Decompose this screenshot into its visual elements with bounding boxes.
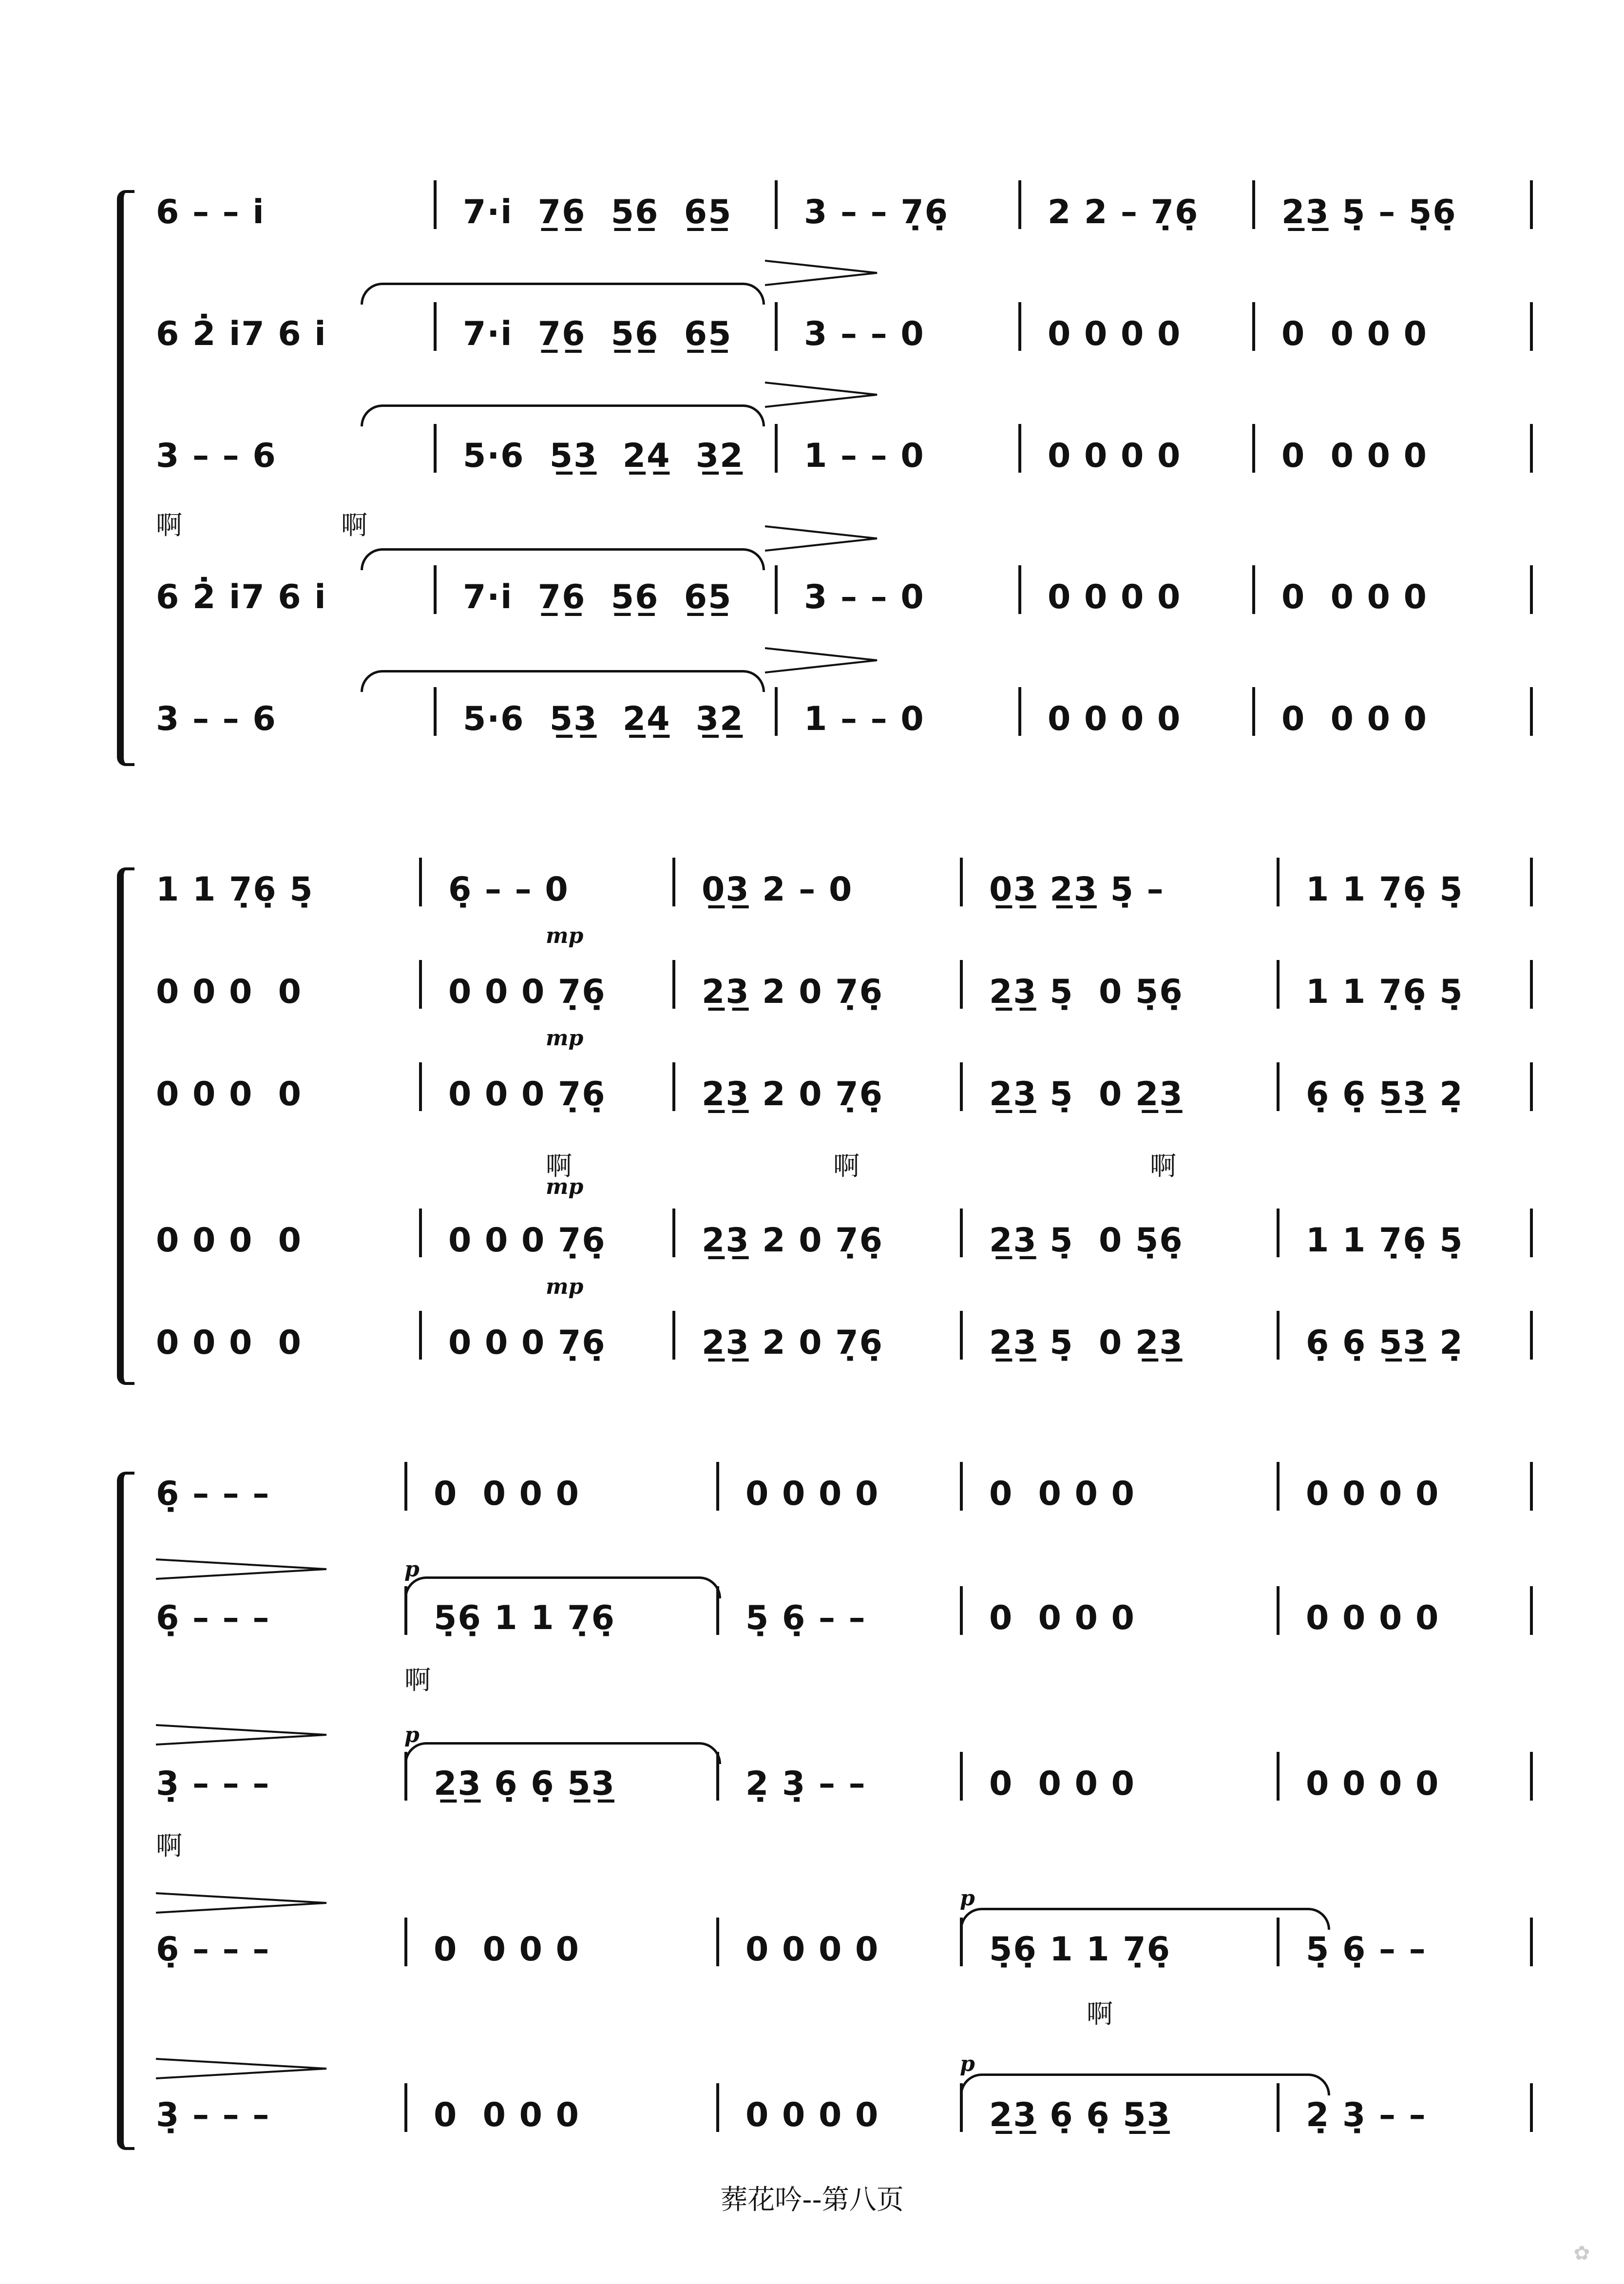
lyric: 啊 bbox=[1087, 1998, 1113, 2029]
measure: 3̣ – – – bbox=[156, 1764, 270, 1803]
measure: 1 – – 0 bbox=[804, 436, 925, 475]
measure: 6̣ – – – bbox=[156, 1474, 270, 1513]
barline bbox=[1530, 1462, 1533, 1511]
measure: 0 0 0 0 bbox=[989, 1598, 1135, 1637]
barline bbox=[1277, 1918, 1280, 1966]
measure: 5·6 5̲3̲ 2̲4̲ 3̲2̲ bbox=[463, 436, 744, 475]
barline bbox=[419, 858, 422, 906]
measure: 6̣ 6̣ 5̲3̲ 2̣ bbox=[1306, 1075, 1464, 1113]
barline bbox=[1277, 1062, 1280, 1111]
measure: 2̣ 3̣ – – bbox=[745, 1764, 866, 1803]
barline bbox=[404, 1918, 407, 1966]
barline bbox=[960, 1918, 963, 1966]
decrescendo-hairpin bbox=[156, 1723, 331, 1747]
barline bbox=[1530, 1752, 1533, 1801]
barline bbox=[1018, 565, 1021, 614]
measure: 2̲3̲ 2 0 7̣6̣ bbox=[702, 972, 883, 1011]
barline bbox=[1277, 1752, 1280, 1801]
measure: 6 2̇ i̇7 6 i̇ bbox=[156, 314, 327, 353]
barline bbox=[1252, 424, 1255, 473]
barline bbox=[1530, 687, 1533, 736]
barline bbox=[960, 1752, 963, 1801]
barline bbox=[1530, 858, 1533, 906]
barline bbox=[1252, 687, 1255, 736]
barline bbox=[1530, 1062, 1533, 1111]
phrase-slur bbox=[361, 404, 765, 426]
measure: 6̣ – – – bbox=[156, 1598, 270, 1637]
measure: 2̲3̲ 5̣ – 5̣6̣ bbox=[1281, 192, 1457, 231]
dynamic-mark: p bbox=[960, 1886, 975, 1911]
measure: 0 0 0 0 bbox=[1306, 1474, 1440, 1513]
lyric: 啊 bbox=[156, 510, 182, 540]
measure: 0 0 0 7̣6̣ bbox=[448, 1075, 606, 1113]
barline bbox=[1252, 302, 1255, 351]
measure: 3 – – 0 bbox=[804, 314, 925, 353]
measure: 1 1 7̣6̣ 5̣ bbox=[1306, 972, 1464, 1011]
barline bbox=[1018, 687, 1021, 736]
measure: 5·6 5̲3̲ 2̲4̲ 3̲2̲ bbox=[463, 699, 744, 738]
barline bbox=[1277, 858, 1280, 906]
barline bbox=[716, 1586, 719, 1635]
measure: 1 1 7̣6̣ 5̣ bbox=[1306, 1221, 1464, 1260]
barline bbox=[960, 1311, 963, 1360]
barline bbox=[1530, 1209, 1533, 1257]
measure: 0 0 0 7̣6̣ bbox=[448, 972, 606, 1011]
phrase-slur bbox=[361, 670, 765, 692]
barline bbox=[672, 960, 675, 1009]
measure: 6̣ 6̣ 5̲3̲ 2̣ bbox=[1306, 1323, 1464, 1362]
measure: 2̲3̲ 5̣ 0 5̣6̣ bbox=[989, 1221, 1184, 1260]
barline bbox=[1530, 1918, 1533, 1966]
barline bbox=[1018, 180, 1021, 229]
barline bbox=[434, 180, 437, 229]
measure: 0 0 0 0 bbox=[1281, 314, 1428, 353]
decrescendo-hairpin bbox=[765, 524, 882, 553]
phrase-slur bbox=[361, 283, 765, 305]
measure: 2̲3̲ 2 0 7̣6̣ bbox=[702, 1075, 883, 1113]
barline bbox=[775, 180, 778, 229]
barline bbox=[775, 302, 778, 351]
measure: 0 0 0 0 bbox=[1048, 314, 1182, 353]
barline bbox=[1530, 302, 1533, 351]
barline bbox=[1530, 565, 1533, 614]
measure: 0 0 0 0 bbox=[1048, 699, 1182, 738]
measure: 2̲3̲ 5̣ 0 5̣6̣ bbox=[989, 972, 1184, 1011]
measure: 0 0 0 0 bbox=[156, 972, 302, 1011]
measure: 0 0 0 0 bbox=[745, 2095, 879, 2134]
barline bbox=[1530, 180, 1533, 229]
barline bbox=[434, 302, 437, 351]
barline bbox=[419, 960, 422, 1009]
barline bbox=[1277, 2083, 1280, 2132]
barline bbox=[1530, 424, 1533, 473]
barline bbox=[1277, 960, 1280, 1009]
dynamic-mark: p bbox=[404, 1723, 420, 1747]
measure: 5̣6̣ 1 1 7̣6̣ bbox=[989, 1930, 1171, 1969]
measure: 0̲3̲ 2 – 0 bbox=[702, 870, 853, 909]
barline bbox=[672, 1062, 675, 1111]
phrase-slur bbox=[361, 548, 765, 570]
barline bbox=[1277, 1311, 1280, 1360]
barline bbox=[419, 1209, 422, 1257]
barline bbox=[672, 858, 675, 906]
dynamic-mark: p bbox=[404, 1557, 420, 1582]
watermark-icon: ✿ bbox=[1573, 2242, 1590, 2265]
measure: 7·i̇ 7̲6̲ 5̲6̲ 6̲5̲ bbox=[463, 314, 732, 353]
measure: 0 0 0 7̣6̣ bbox=[448, 1221, 606, 1260]
measure: 0 0 0 0 bbox=[1048, 436, 1182, 475]
measure: 0 0 0 0 bbox=[156, 1323, 302, 1362]
dynamic-mark: mp bbox=[546, 923, 584, 948]
phrase-slur bbox=[404, 1576, 721, 1598]
barline bbox=[960, 1062, 963, 1111]
barline bbox=[1277, 1209, 1280, 1257]
barline bbox=[1530, 1311, 1533, 1360]
barline bbox=[419, 1311, 422, 1360]
decrescendo-hairpin bbox=[156, 2056, 331, 2081]
measure: 0 0 0 0 bbox=[1306, 1764, 1440, 1803]
measure: 0 0 0 7̣6̣ bbox=[448, 1323, 606, 1362]
barline bbox=[672, 1209, 675, 1257]
measure: 5̣ 6̣ – – bbox=[1306, 1930, 1427, 1969]
measure: 2̲3̲ 6̣ 6̣ 5̲3̲ bbox=[989, 2095, 1171, 2134]
measure: 0 0 0 0 bbox=[745, 1474, 879, 1513]
lyric: 啊 bbox=[404, 1665, 431, 1695]
measure: 0 0 0 0 bbox=[434, 1930, 580, 1969]
measure: 0 0 0 0 bbox=[1048, 577, 1182, 616]
measure: 5̣ 6̣ – – bbox=[745, 1598, 866, 1637]
measure: 2̣ 3̣ – – bbox=[1306, 2095, 1427, 2134]
measure: 0 0 0 0 bbox=[1281, 577, 1428, 616]
measure: 2̲3̲ 2 0 7̣6̣ bbox=[702, 1221, 883, 1260]
measure: 2̲3̲ 5̣ 0 2̲3̲ bbox=[989, 1075, 1184, 1113]
decrescendo-hairpin bbox=[765, 380, 882, 409]
measure: 5̣6̣ 1 1 7̣6̣ bbox=[434, 1598, 615, 1637]
barline bbox=[1252, 565, 1255, 614]
measure: 1 1 7̣6̣ 5̣ bbox=[1306, 870, 1464, 909]
measure: 0 0 0 0 bbox=[156, 1075, 302, 1113]
measure: 3 – – 6 bbox=[156, 436, 277, 475]
measure: 0 0 0 0 bbox=[989, 1474, 1135, 1513]
measure: 6 – – i̇ bbox=[156, 192, 265, 231]
measure: 3 – – 0 bbox=[804, 577, 925, 616]
barline bbox=[960, 1209, 963, 1257]
measure: 6 2̇ i̇7 6 i̇ bbox=[156, 577, 327, 616]
barline bbox=[419, 1062, 422, 1111]
barline bbox=[1018, 302, 1021, 351]
measure: 0 0 0 0 bbox=[434, 1474, 580, 1513]
decrescendo-hairpin bbox=[156, 1557, 331, 1581]
barline bbox=[404, 1462, 407, 1511]
measure: 0 0 0 0 bbox=[989, 1764, 1135, 1803]
barline bbox=[775, 565, 778, 614]
decrescendo-hairpin bbox=[156, 1891, 331, 1915]
lyric: 啊 bbox=[833, 1151, 860, 1181]
decrescendo-hairpin bbox=[765, 646, 882, 675]
barline bbox=[716, 1752, 719, 1801]
measure: 3 – – 6 bbox=[156, 699, 277, 738]
measure: 3 – – 7̣6̣ bbox=[804, 192, 949, 231]
barline bbox=[716, 1462, 719, 1511]
barline bbox=[1277, 1586, 1280, 1635]
measure: 0 0 0 0 bbox=[434, 2095, 580, 2134]
measure: 1 1 7̣6̣ 5̣ bbox=[156, 870, 314, 909]
phrase-slur bbox=[404, 1742, 721, 1764]
page-footer: 葬花吟--第八页 bbox=[720, 2184, 904, 2216]
barline bbox=[1530, 1586, 1533, 1635]
measure: 3̣ – – – bbox=[156, 2095, 270, 2134]
lyric: 啊 bbox=[1150, 1151, 1176, 1181]
measure: 2̲3̲ 5̣ 0 2̲3̲ bbox=[989, 1323, 1184, 1362]
barline bbox=[775, 687, 778, 736]
dynamic-mark: p bbox=[960, 2052, 975, 2076]
dynamic-mark: mp bbox=[546, 1026, 584, 1051]
barline bbox=[672, 1311, 675, 1360]
system-bracket bbox=[117, 1472, 134, 2150]
barline bbox=[716, 1918, 719, 1966]
measure: 2̲3̲ 2 0 7̣6̣ bbox=[702, 1323, 883, 1362]
measure: 0̲3̲ 2̲3̲ 5̣ – bbox=[989, 870, 1165, 909]
decrescendo-hairpin bbox=[765, 258, 882, 288]
barline bbox=[960, 960, 963, 1009]
measure: 0 0 0 0 bbox=[1306, 1598, 1440, 1637]
system-bracket bbox=[117, 867, 134, 1385]
lyric: 啊 bbox=[341, 510, 367, 540]
barline bbox=[1530, 960, 1533, 1009]
barline bbox=[434, 565, 437, 614]
measure: 6̣ – – 0 bbox=[448, 870, 569, 909]
barline bbox=[716, 2083, 719, 2132]
barline bbox=[404, 1586, 407, 1635]
lyric: 啊 bbox=[546, 1151, 572, 1181]
phrase-slur bbox=[960, 1908, 1330, 1930]
barline bbox=[960, 1462, 963, 1511]
barline bbox=[434, 687, 437, 736]
barline bbox=[1277, 1462, 1280, 1511]
barline bbox=[404, 1752, 407, 1801]
measure: 0 0 0 0 bbox=[156, 1221, 302, 1260]
dynamic-mark: mp bbox=[546, 1174, 584, 1199]
measure: 1 – – 0 bbox=[804, 699, 925, 738]
barline bbox=[960, 858, 963, 906]
measure: 6̣ – – – bbox=[156, 1930, 270, 1969]
dynamic-mark: mp bbox=[546, 1274, 584, 1299]
measure: 2̲3̲ 6̣ 6̣ 5̲3̲ bbox=[434, 1764, 615, 1803]
measure: 0 0 0 0 bbox=[1281, 436, 1428, 475]
system-bracket bbox=[117, 190, 134, 766]
barline bbox=[775, 424, 778, 473]
barline bbox=[960, 1586, 963, 1635]
measure: 7·i̇ 7̲6̲ 5̲6̲ 6̲5̲ bbox=[463, 577, 732, 616]
barline bbox=[1252, 180, 1255, 229]
measure: 0 0 0 0 bbox=[1281, 699, 1428, 738]
barline bbox=[404, 2083, 407, 2132]
barline bbox=[1530, 2083, 1533, 2132]
measure: 2 2 – 7̣6̣ bbox=[1048, 192, 1199, 231]
barline bbox=[1018, 424, 1021, 473]
barline bbox=[434, 424, 437, 473]
phrase-slur bbox=[960, 2073, 1330, 2095]
lyric: 啊 bbox=[156, 1830, 182, 1861]
measure: 0 0 0 0 bbox=[745, 1930, 879, 1969]
barline bbox=[960, 2083, 963, 2132]
measure: 7·i̇ 7̲6̲ 5̲6̲ 6̲5̲ bbox=[463, 192, 732, 231]
